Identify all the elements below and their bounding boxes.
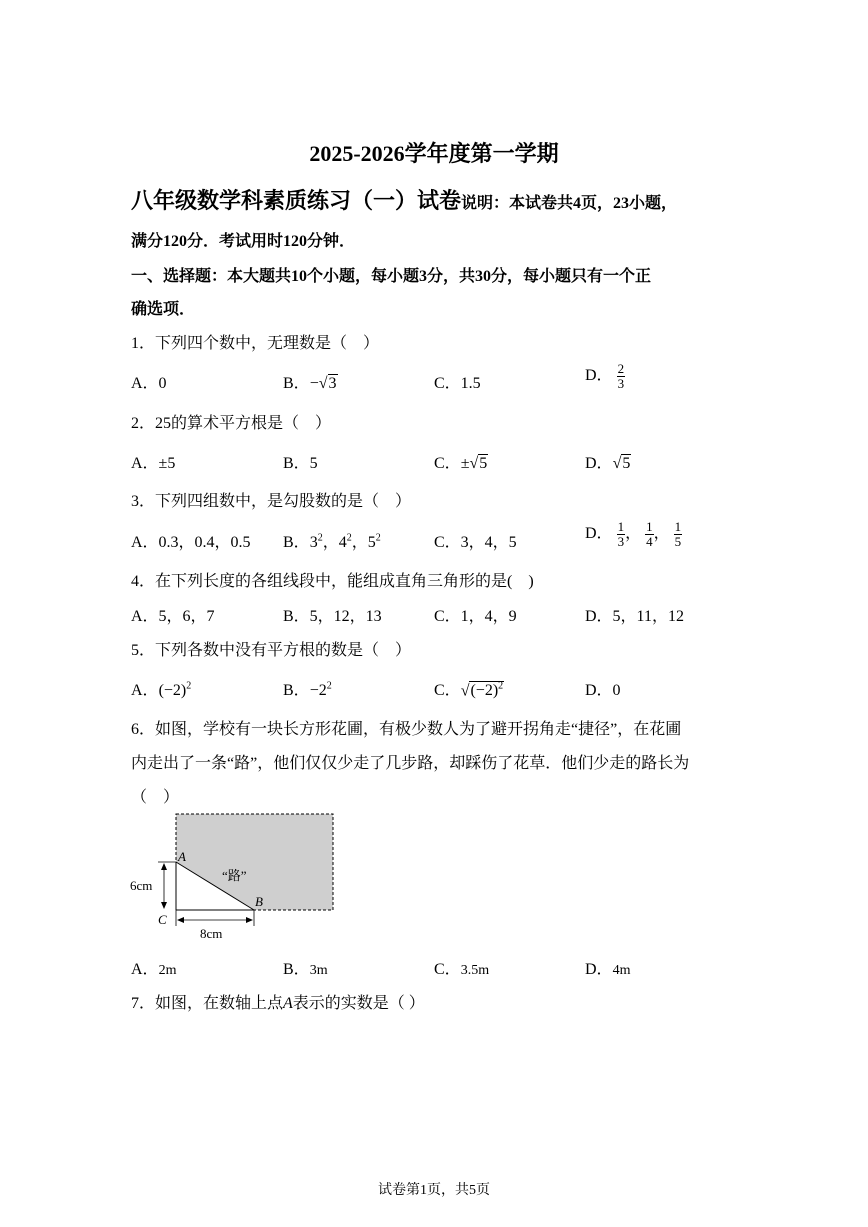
- q3-option-a: A．0.3，0.4，0.5: [131, 534, 251, 551]
- q5-option-a-value: (−2): [158, 682, 187, 699]
- q2-option-c-sqrt: √5: [469, 455, 488, 472]
- q3-option-d-frac1-den: 3: [617, 534, 625, 549]
- side-ac-length: 6cm: [130, 878, 153, 893]
- q3-option-d-label: D．: [585, 525, 613, 543]
- q7-stem: [131, 990, 425, 1013]
- q1-option-d-numerator: 2: [617, 361, 625, 376]
- section1-heading-b: 确选项．: [131, 301, 196, 318]
- label-c: C: [158, 912, 167, 927]
- q5-option-c-label: C．: [434, 682, 461, 699]
- q6-option-b-label: B．: [283, 961, 310, 978]
- q5-option-c-exp: 2: [498, 680, 504, 692]
- q6-option-a: [131, 956, 176, 979]
- q2-option-b: B．5: [283, 455, 318, 472]
- q3-option-d-frac1: [617, 520, 626, 549]
- q6-option-a-value: 2m: [158, 963, 177, 978]
- q2-option-d-sqrt: √5: [612, 455, 631, 472]
- q3-option-b-sep2: ，: [351, 534, 368, 551]
- exam-year-title: 2025-2026学年度第一学期: [309, 141, 559, 166]
- q6-option-c-value: 3.5m: [460, 963, 490, 978]
- q5-option-a-label: A．: [131, 682, 159, 699]
- q3-option-d-frac2-den: 4: [646, 534, 653, 549]
- q4-option-b: B．5，12，13: [283, 608, 382, 625]
- q5-option-b-value: −2: [309, 682, 327, 699]
- q3-option-b: [283, 529, 381, 552]
- q1-option-d-fraction: [617, 362, 626, 391]
- q6-stem-b: 内走出了一条“路”，他们仅仅少走了几步路，却踩伤了花草．他们少走的路长为: [131, 755, 690, 772]
- q2-option-d-label: D．: [585, 455, 613, 472]
- q3-option-b-base3: 5: [367, 534, 376, 551]
- q2-option-d: [585, 450, 631, 473]
- q7-stem-pre: 7．如图，在数轴上点: [131, 995, 284, 1012]
- q5-option-c-sqrt: $√(-2)^2$: [460, 680, 504, 699]
- q3-option-d-frac2: [645, 520, 654, 549]
- q3-option-d-frac3: [674, 520, 683, 549]
- q1-option-b-sqrt: √3: [318, 375, 337, 392]
- q6-option-b: [283, 956, 328, 979]
- q5-option-d: D．0: [585, 682, 621, 699]
- exam-note-a: 说明：本试卷共4页，23小题，: [461, 195, 678, 212]
- q6-option-d-label: D．: [585, 961, 613, 978]
- q6-option-b-value: 3m: [309, 963, 328, 978]
- q1-stem: 1．下列四个数中，无理数是（ ）: [131, 335, 380, 352]
- q1-option-d-denominator: 3: [617, 376, 625, 391]
- exam-note-b: 满分120分．考试用时120分钟．: [131, 233, 356, 250]
- q3-option-b-base1: 3: [309, 534, 318, 551]
- q3-option-d-frac1-num: 1: [617, 519, 625, 534]
- q3-option-d-frac3-num: 1: [674, 519, 682, 534]
- q1-option-b-label: B．: [283, 375, 310, 392]
- exam-title: [131, 184, 677, 215]
- q6-option-a-label: A．: [131, 961, 159, 978]
- q5-option-c-radicand: [469, 681, 504, 699]
- q1-option-b-radicand: 3: [328, 375, 337, 392]
- q3-option-b-sep1: ，: [322, 534, 339, 551]
- q3-option-b-label: B．: [283, 534, 310, 551]
- q2-option-c-pm: ±: [460, 455, 470, 472]
- q2-option-d-radicand: 5: [622, 455, 631, 472]
- q3-option-b-base2: 4: [338, 534, 347, 551]
- q5-option-a: [131, 677, 191, 700]
- q5-stem: 5．下列各数中没有平方根的数是（ ）: [131, 642, 412, 659]
- exam-title-text: 八年级数学科素质练习（一）试卷: [131, 188, 462, 213]
- q3-option-b-exp1: 2: [317, 532, 323, 544]
- q6-option-c-label: C．: [434, 961, 461, 978]
- q5-option-c: [434, 677, 504, 700]
- q3-option-d-frac3-den: 5: [674, 534, 682, 549]
- q3-option-b-exp2: 2: [346, 532, 352, 544]
- q1-option-b-minus: −: [309, 375, 319, 392]
- section1-heading-a: 一、选择题：本大题共10个小题，每小题3分，共30分，每小题只有一个正: [131, 268, 652, 285]
- label-a: A: [178, 849, 186, 864]
- q3-option-c: C．3，4，5: [434, 534, 517, 551]
- q2-option-a: A．±5: [131, 455, 176, 472]
- q6-garden-figure: [128, 808, 340, 944]
- q3-option-d: [585, 520, 682, 549]
- arrow-up-icon: [161, 863, 167, 870]
- q6-option-d: [585, 956, 630, 979]
- q5-option-a-exp: 2: [186, 680, 192, 692]
- q1-option-b: [283, 370, 338, 393]
- q2-stem: 2．25的算术平方根是（ ）: [131, 415, 332, 432]
- q2-option-c-radicand: 5: [479, 455, 488, 472]
- q6-option-d-value: 4m: [612, 963, 631, 978]
- path-label: “路”: [222, 868, 247, 883]
- q6-stem-c: （ ）: [131, 789, 180, 806]
- q5-option-b-exp: 2: [326, 680, 332, 692]
- q3-option-d-frac2-num: 1: [646, 519, 653, 534]
- arrow-down-icon: [161, 902, 167, 909]
- arrow-left-icon: [177, 917, 184, 923]
- q7-stem-var: A: [283, 995, 293, 1012]
- q2-option-c-label: C．: [434, 455, 461, 472]
- q3-stem: 3．下列四组数中，是勾股数的是（ ）: [131, 493, 412, 510]
- q6-option-c: [434, 956, 489, 979]
- q3-option-d-sep2: ，: [653, 525, 670, 543]
- arrow-right-icon: [246, 917, 253, 923]
- q4-option-a: A．5，6，7: [131, 608, 215, 625]
- page-footer: 试卷第1页，共5页: [378, 1183, 490, 1198]
- q1-option-a: A．0: [131, 375, 167, 392]
- q6-stem-a: 6．如图，学校有一块长方形花圃，有极少数人为了避开拐角走“捷径”，在花圃: [131, 721, 682, 738]
- q4-option-c: C．1，4，9: [434, 608, 517, 625]
- q2-option-c: [434, 450, 488, 473]
- q5-option-c-value: (−2): [470, 682, 499, 699]
- side-cb-length: 8cm: [200, 926, 223, 941]
- q1-option-c: C．1.5: [434, 375, 481, 392]
- q5-option-b: [283, 677, 332, 700]
- q1-option-d-label: D．: [585, 367, 613, 385]
- q3-option-d-sep1: ，: [625, 525, 642, 543]
- q3-option-b-exp3: 2: [375, 532, 381, 544]
- q4-stem: 4．在下列长度的各组线段中，能组成直角三角形的是( ): [131, 573, 534, 590]
- q4-option-d: D．5，11，12: [585, 608, 684, 625]
- q5-option-b-label: B．: [283, 682, 310, 699]
- q7-stem-post: 表示的实数是（ ）: [292, 995, 425, 1012]
- q1-option-d: [585, 362, 625, 391]
- label-b: B: [255, 894, 263, 909]
